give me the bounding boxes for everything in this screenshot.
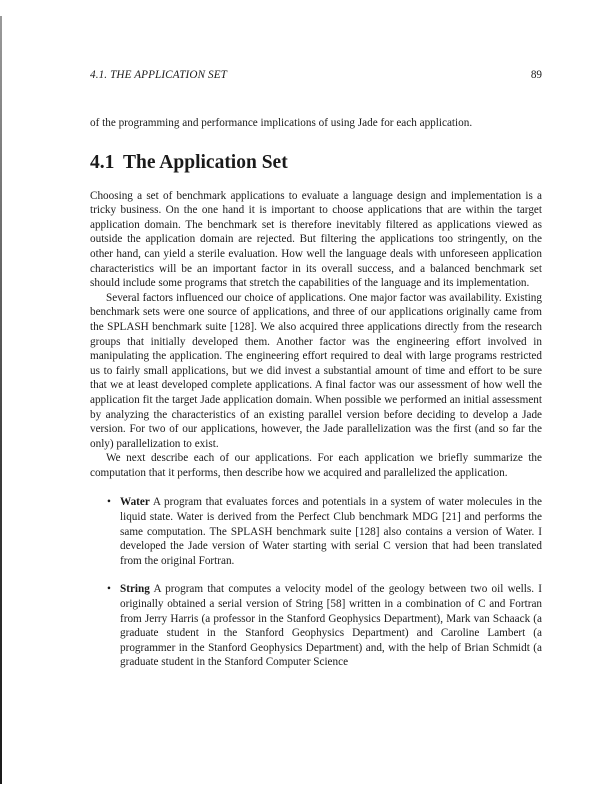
page-body xyxy=(90,116,542,684)
application-name: Water xyxy=(120,496,150,509)
continuation-paragraph: of the programming and performance implications of using Jade for each application. xyxy=(90,117,473,129)
paragraph-describe-applications: We next describe each of our applications. For each application we briefly summarize the computation that it performs, then describe how we acquired and parallelized the application. xyxy=(90,452,542,479)
section-number: 4.1 xyxy=(90,151,115,173)
application-item-water xyxy=(107,495,542,568)
running-head-title: 4.1. THE APPLICATION SET xyxy=(90,69,227,81)
section-title: The Application Set xyxy=(123,151,288,173)
application-description: A program that evaluates forces and potentials in a system of water molecules in the liquid state. Water is derived from the Perfect Club benchmark MDG [21] and performs the same computation. The SPLASH benchmark suite [128] also contains a version of Water. I developed the Jade version of Water starting with serial C version that had been translated from the original Fortran. xyxy=(120,496,542,567)
application-name: String xyxy=(120,583,150,596)
section-heading xyxy=(90,151,542,175)
paragraph-selection-factors: Several factors influenced our choice of applications. One major factor was availability. Existing benchmark sets were one source of applications, and three of our applications originally came from the SPLASH benchmark suite [128]. We also acquired three applications directly from the research groups that initially developed them. Another factor was the engineering effort involved in manipulating the application. The engineering effort required to deal with large programs restricted us to fairly small applications, but we did invest a substantial amount of time and effort to be sure that we at least developed complete applications. A final factor was our assessment of how well the application fit the target Jade application domain. When possible we performed an initial assessment by analyzing the characteristics of an existing parallel version before deciding to develop a Jade version. For two of our applications, however, the Jade parallelization was the first (and so far the only) parallelization to exist. xyxy=(90,291,542,450)
scanned-page-edge xyxy=(0,16,2,784)
application-description: A program that computes a velocity model of the geology between two oil wells. I originally obtained a serial version of String [58] written in a combination of C and Fortran from Jerry Harris (a professor in the Stanford Geophysics Department), Mark van Schaack (a graduate student in the Stanford Geophysics Department) and Caroline Lambert (a programmer in the Stanford Geophysics Department) and, with the help of Brian Schmidt (a graduate student in the Stanford Computer Science xyxy=(120,583,542,669)
paragraph-benchmark-choice: Choosing a set of benchmark applications to evaluate a language design and implementation is a tricky business. On the one hand it is important to choose applications that are within the target application domain. The benchmark set is therefore inevitably filtered as applications viewed as outside the application domain are rejected. But filtering the applications too stringently, on the other hand, can yield a sterile evaluation. How well the language deals with unforeseen application characteristics will be an important factor in its overall success, and a balanced benchmark set should include some programs that stretch the capabilities of the language and its implementation. xyxy=(90,189,542,290)
application-list xyxy=(90,495,542,670)
application-item-string xyxy=(107,582,542,670)
page-number: 89 xyxy=(530,69,542,81)
bullet-icon: • xyxy=(107,583,111,596)
bullet-icon: • xyxy=(107,496,111,509)
running-head xyxy=(90,68,542,82)
